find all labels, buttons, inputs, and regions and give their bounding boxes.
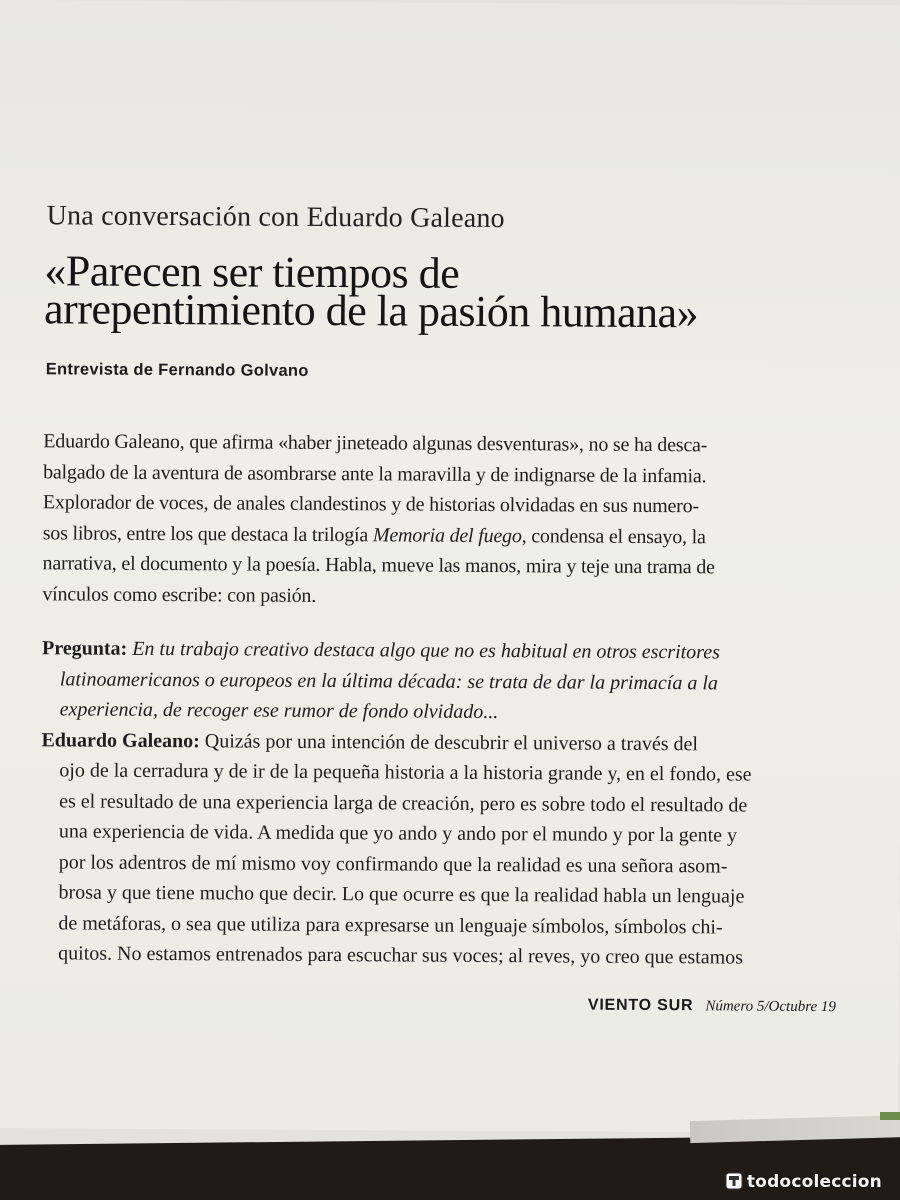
- intro-text: , condensa el ensayo, la: [521, 524, 706, 548]
- answer-label: Eduardo Galeano:: [41, 728, 200, 752]
- answer-line: quitos. No estamos entrenados para escuchar sus voces; al reves, yo creo que estamos: [58, 942, 744, 969]
- book-cover-edge: [880, 1112, 900, 1120]
- article-kicker: Una conversación con Eduardo Galeano: [46, 200, 505, 235]
- magazine-name: VIENTO SUR: [587, 996, 694, 1015]
- article-body: [40, 426, 900, 974]
- answer-line: ojo de la cerradura y de ir de la pequeña historia a la historia grande y, en el fondo, ese: [59, 759, 752, 786]
- answer-block: [40, 725, 900, 974]
- article: [41, 200, 900, 1016]
- question-line: latinoamericanos o europeos en la última década: se trata de dar la primacía a la: [59, 667, 718, 694]
- book-title: Memoria del fuego: [372, 523, 522, 547]
- answer-line: es el resultado de una experiencia larga de creación, pero es sobre todo el resultado de: [59, 789, 748, 817]
- intro-line: narrativa, el documento y la poesía. Habla, mueve las manos, mira y teje una trama de: [42, 552, 715, 579]
- watermark-logo-icon: [725, 1172, 743, 1190]
- answer-line: por los adentros de mí mismo voy confirmando que la realidad es una señora asom-: [58, 850, 728, 877]
- watermark-text: todocoleccion: [746, 1172, 882, 1192]
- question-line: [42, 633, 900, 669]
- article-byline: Entrevista de Fernando Golvano: [45, 360, 309, 380]
- intro-paragraph: [42, 426, 900, 614]
- answer-text: Quizás por una intención de descubrir el universo a través del: [199, 729, 699, 755]
- intro-line: vínculos como escribe: con pasión.: [42, 582, 317, 607]
- question-block: [42, 633, 900, 730]
- intro-line: balgado de la aventura de asombrarse ante la maravilla y de indignarse de la infamia.: [43, 460, 707, 487]
- intro-line: Eduardo Galeano, que afirma «haber jineteado algunas desventuras», no se ha desca-: [43, 430, 708, 457]
- answer-line: de metáforas, o sea que utiliza para expresarse un lenguaje símbolos, símbolos chi-: [58, 911, 723, 938]
- answer-line: brosa y que tiene mucho que decir. Lo que ocurre es que la realidad habla un lenguaje: [58, 881, 745, 908]
- question-label: Pregunta:: [41, 637, 128, 660]
- intro-line: Explorador de voces, de anales clandestinos y de historias olvidadas en sus numero-: [42, 491, 699, 518]
- headline-line-2: arrepentimiento de la pasión humana»: [43, 284, 699, 338]
- intro-text: sos libros, entre los que destaca la trilogía: [42, 521, 373, 546]
- issue-number: Número 5/Octubre 19: [705, 998, 836, 1016]
- page-footer: [588, 997, 836, 1017]
- question-text: En tu trabajo creativo destaca algo que no es habitual en otros escritores: [127, 637, 721, 664]
- watermark: [725, 1172, 882, 1192]
- article-headline: [43, 246, 900, 338]
- question-line: experiencia, de recoger ese rumor de fondo olvidado...: [59, 698, 499, 724]
- headline-line-1: «Parecen ser tiempos de: [44, 246, 460, 298]
- answer-line: una experiencia de vida. A medida que yo ando y ando por el mundo y por la gente y: [58, 820, 738, 847]
